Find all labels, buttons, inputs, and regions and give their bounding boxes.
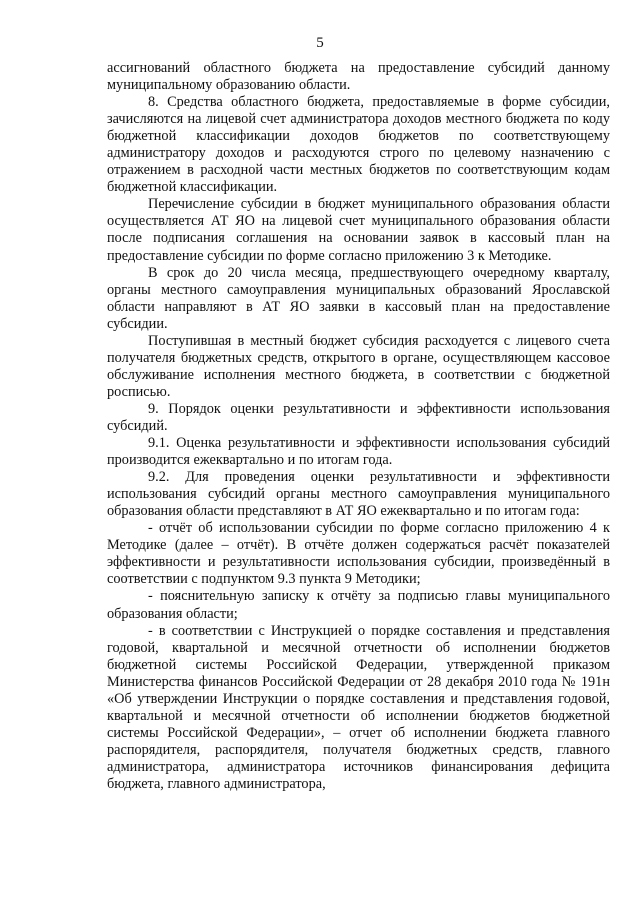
paragraph: Перечисление субсидии в бюджет муниципального образования области осуществляется АТ ЯО на лицевой счет муниципального образования области после подписания соглашения на основании заявок в кассовый план на предоставление субсидии по форме согласно приложению 3 к Методике. (107, 196, 610, 264)
paragraph: - в соответствии с Инструкцией о порядке составления и представления годовой, квартальной и месячной отчетности об исполнении бюджетов бюджетной системы Российской Федерации, утвержденной приказом Министерства финансов Российской Федерации от 28 декабря 2010 года № 191н «Об утверждении Инструкции о порядке составления и представления годовой, квартальной и месячной отчетности об исполнении бюджетов бюджетной системы Российской Федерации», – отчет об исполнении бюджета главного распорядителя, распорядителя, получателя бюджетных средств, главного администратора, администратора источников финансирования дефицита бюджета, главного администратора, (107, 622, 610, 792)
paragraph: В срок до 20 числа месяца, предшествующего очередному кварталу, органы местного самоуправления муниципальных образований Ярославской области направляют в АТ ЯО заявки в кассовый план на предоставление субсидии. (107, 264, 610, 332)
paragraph: ассигнований областного бюджета на предоставление субсидий данному муниципальному образованию области. (107, 60, 610, 94)
paragraph: 9.2. Для проведения оценки результативности и эффективности использования субсидий органы местного самоуправления муниципального образования области представляют в АТ ЯО ежеквартально и по итогам года: (107, 469, 610, 520)
paragraph: 9.1. Оценка результативности и эффективности использования субсидий производится ежеквартально и по итогам года. (107, 435, 610, 469)
page-number: 5 (316, 35, 324, 51)
document-body (107, 60, 610, 793)
paragraph: Поступившая в местный бюджет субсидия расходуется с лицевого счета получателя бюджетных средств, открытого в органе, осуществляющем кассовое обслуживание исполнения местного бюджета, в соответствии с бюджетной росписью. (107, 332, 610, 400)
paragraph: 9. Порядок оценки результативности и эффективности использования субсидий. (107, 400, 610, 434)
paragraph: - пояснительную записку к отчёту за подписью главы муниципального образования области; (107, 588, 610, 622)
paragraph: 8. Средства областного бюджета, предоставляемые в форме субсидии, зачисляются на лицевой счет администратора доходов местного бюджета по коду бюджетной классификации доходов бюджетов по соответствующему администратору доходов и расходуются строго по целевому назначению с отражением в расходной части местных бюджетов по соответствующим кодам бюджетной классификации. (107, 94, 610, 196)
paragraph: - отчёт об использовании субсидии по форме согласно приложению 4 к Методике (далее – отчёт). В отчёте должен содержаться расчёт показателей эффективности и результативности использования субсидии, произведённый в соответствии с подпунктом 9.3 пункта 9 Методики; (107, 520, 610, 588)
